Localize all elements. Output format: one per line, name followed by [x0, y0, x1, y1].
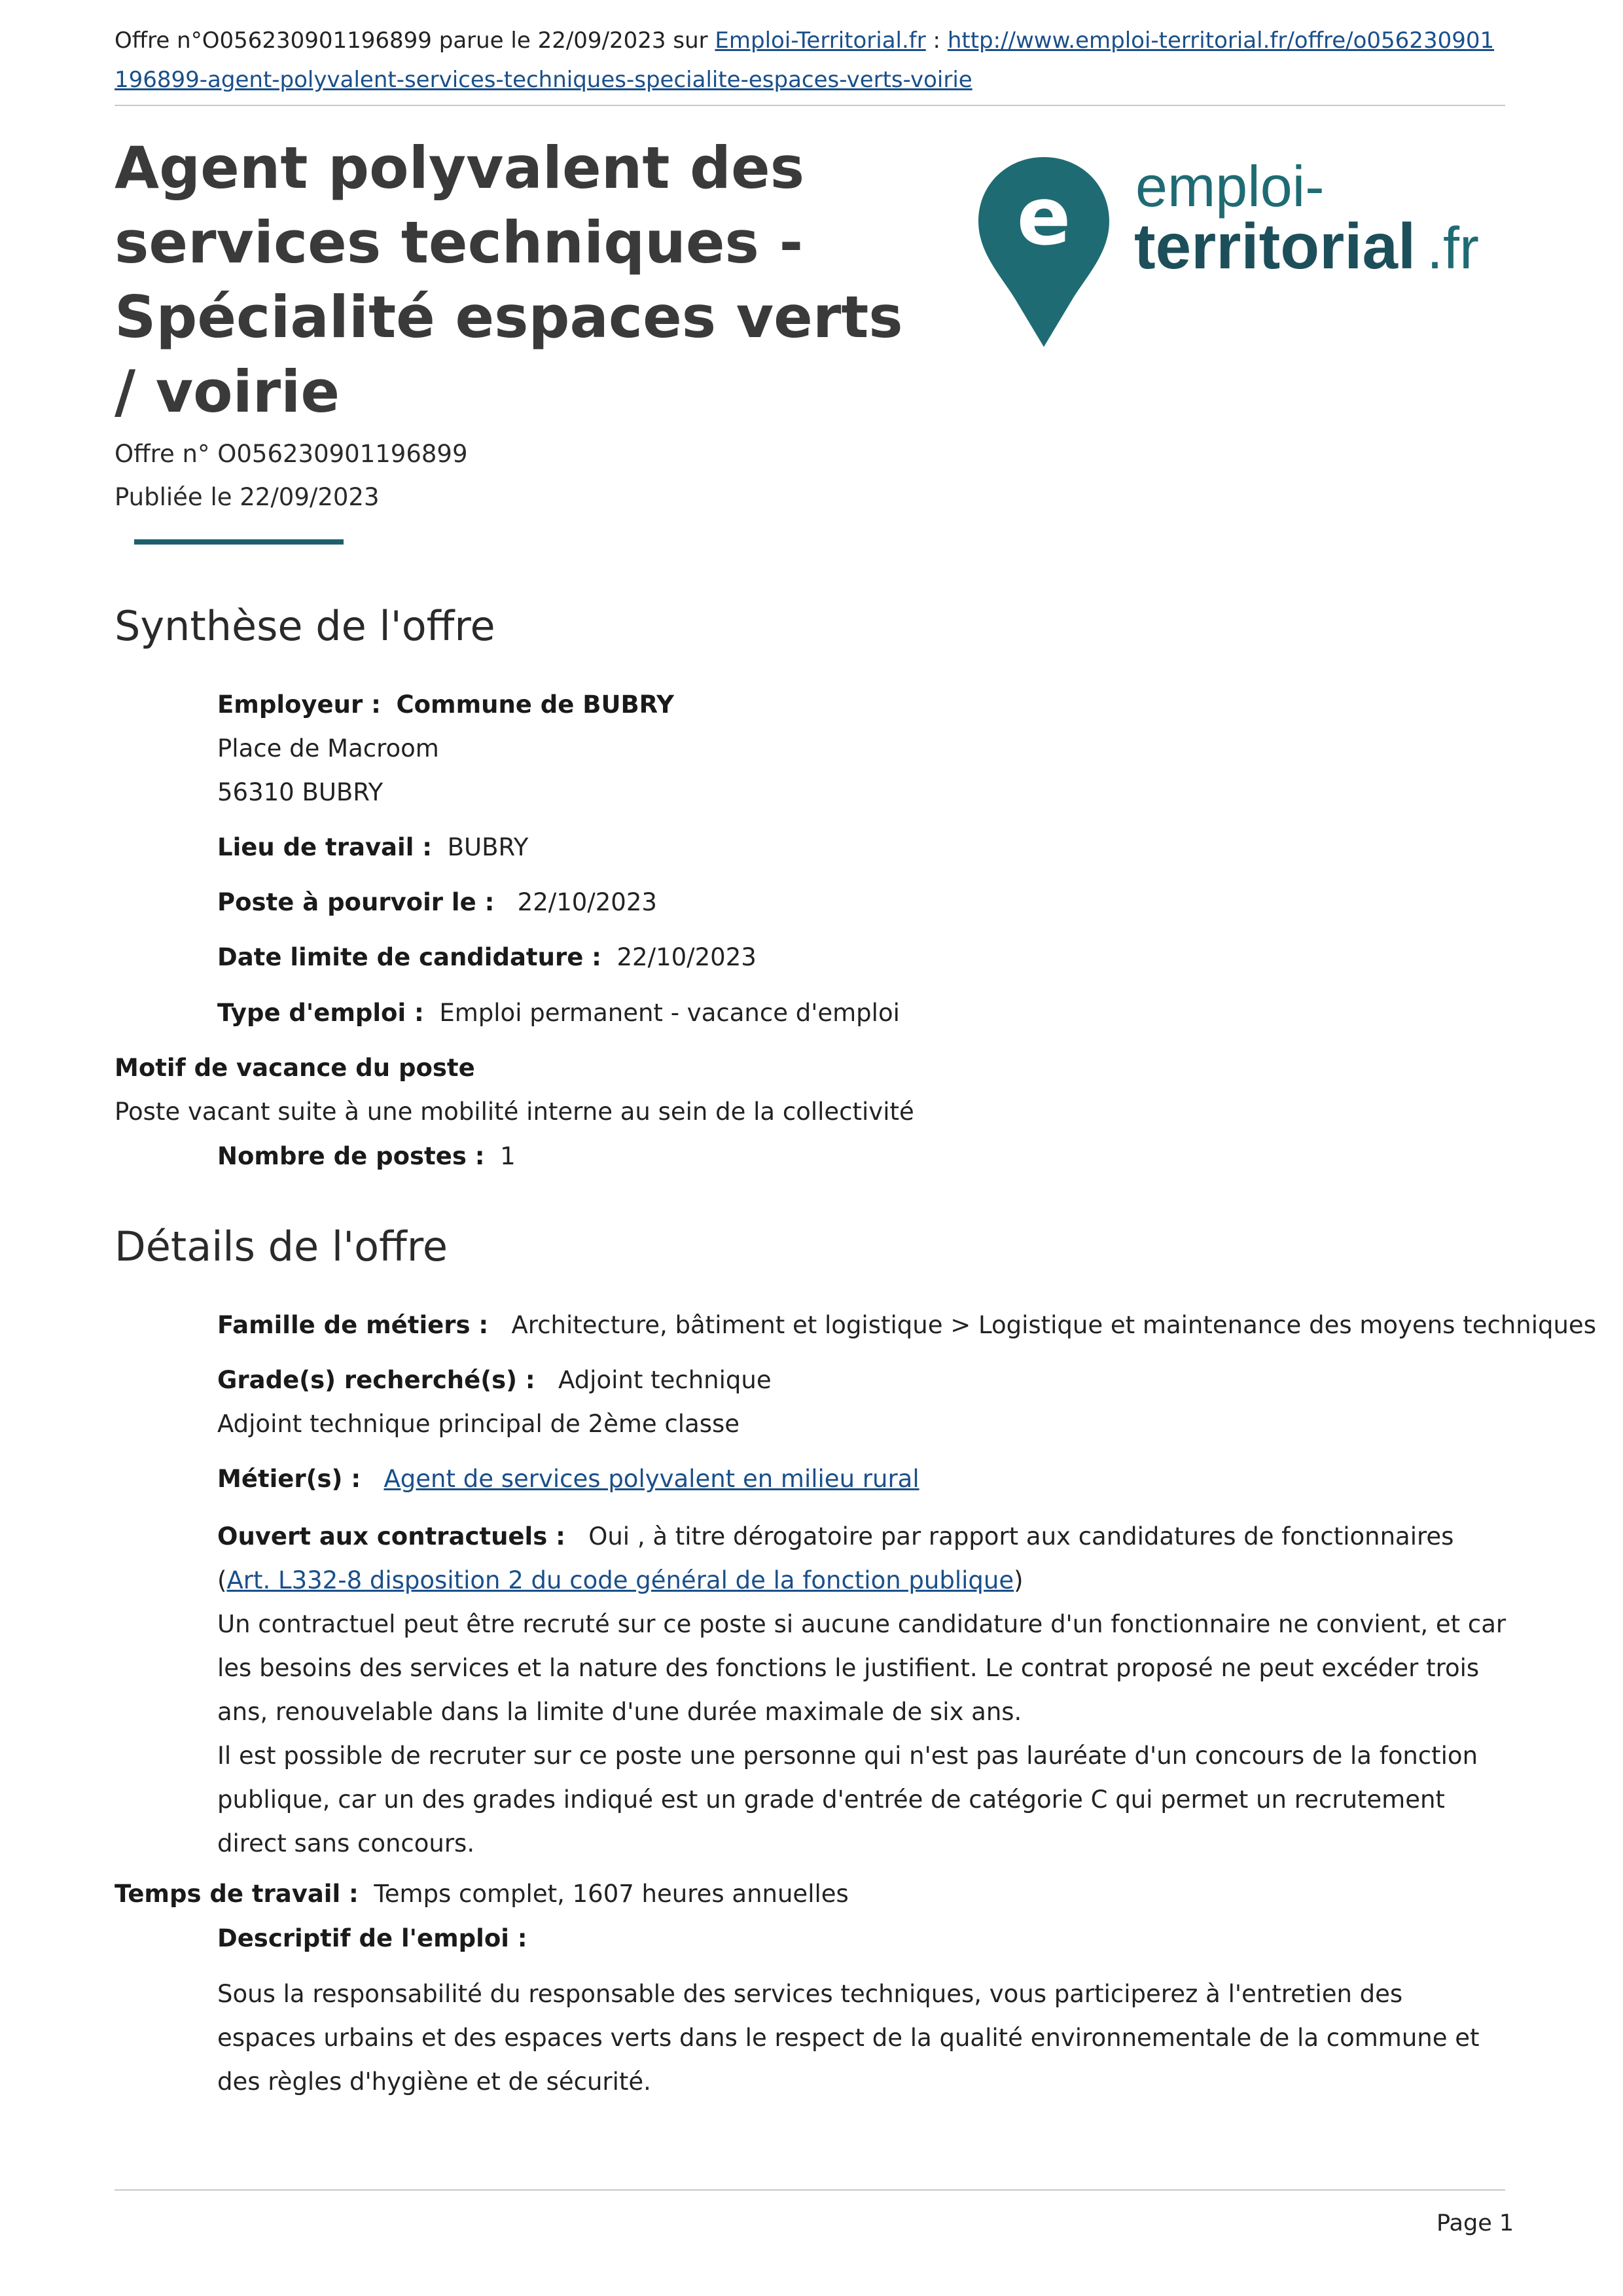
lieu-row — [217, 833, 528, 861]
temps-label: Temps de travail : — [115, 1880, 359, 1908]
type-emploi-label: Type d'emploi : — [217, 999, 424, 1027]
nombre-postes-value: 1 — [500, 1142, 516, 1170]
site-link[interactable]: Emploi-Territorial.fr — [715, 27, 926, 54]
grade-value-2: Adjoint technique principal de 2ème classe — [217, 1410, 740, 1438]
metier-label: Métier(s) : — [217, 1465, 361, 1493]
type-emploi-value: Emploi permanent - vacance d'emploi — [439, 999, 900, 1027]
poste-label: Poste à pourvoir le : — [217, 888, 495, 916]
famille-row — [217, 1311, 1596, 1339]
grade-row — [217, 1366, 772, 1394]
logo-pin-icon — [975, 151, 1486, 353]
date-limite-value: 22/10/2023 — [616, 943, 757, 971]
lieu-value: BUBRY — [447, 833, 529, 861]
type-emploi-row — [217, 999, 900, 1027]
page-title: Agent polyvalent des services techniques - Spécialité espaces verts / voirie — [115, 134, 903, 425]
descriptif-text: Sous la responsabilité du responsable des services techniques, vous participerez à l'entretien des espaces urbains et des espaces verts dans le respect de la qualité environnementale de la commune et des règles d'hygiène et de sécurité. — [217, 1980, 1480, 2096]
metier-link[interactable]: Agent de services polyvalent en milieu rural — [383, 1465, 919, 1493]
contract-close: ) — [1014, 1566, 1024, 1594]
svg-text:.fr: .fr — [1427, 216, 1479, 281]
published-date: Publiée le 22/09/2023 — [115, 483, 380, 511]
contract-paragraph-1: Un contractuel peut être recruté sur ce poste si aucune candidature d'un fonctionnaire ne convient, et car les besoins des services et la nature des fonctions le justifient. Le contrat proposé ne peut excéder trois ans, renouvelable dans la limite d'une durée maximale de six ans. — [217, 1610, 1507, 1726]
date-limite-row — [217, 943, 757, 971]
nombre-postes-label: Nombre de postes : — [217, 1142, 485, 1170]
lieu-label: Lieu de travail : — [217, 833, 433, 861]
accent-bar — [134, 539, 344, 545]
svg-text:territorial: territorial — [1134, 210, 1416, 282]
contract-block — [217, 1515, 1507, 1602]
source-separator: : — [925, 27, 948, 54]
poste-value: 22/10/2023 — [517, 888, 657, 916]
motif-value: Poste vacant suite à une mobilité interne au sein de la collectivité — [115, 1098, 914, 1126]
employer-row — [217, 691, 674, 719]
offer-url-link[interactable]: http://www.emploi-territorial.fr/offre/o056230901196899-agent-polyvalent-services-techniques-specialite-espaces-verts-voirie — [115, 27, 1495, 93]
metier-row — [217, 1465, 919, 1493]
temps-value: Temps complet, 1607 heures annuelles — [374, 1880, 849, 1908]
contract-text: Oui , à titre dérogatoire par rapport aux candidatures de fonctionnaires ( — [217, 1522, 1454, 1594]
employer-label: Employeur : — [217, 691, 381, 719]
famille-value: Architecture, bâtiment et logistique > Logistique et maintenance des moyens techniques — [511, 1311, 1596, 1339]
temps-row — [115, 1880, 849, 1908]
contract-law-link[interactable]: Art. L332-8 disposition 2 du code général de la fonction publique — [226, 1566, 1014, 1594]
employer-address2: 56310 BUBRY — [217, 778, 383, 806]
emploi-territorial-logo — [975, 151, 1486, 353]
nombre-postes-row — [217, 1142, 516, 1170]
svg-text:e: e — [1016, 170, 1071, 263]
descriptif-label: Descriptif de l'emploi : — [217, 1924, 527, 1952]
motif-label: Motif de vacance du poste — [115, 1054, 475, 1082]
svg-text:emploi-: emploi- — [1135, 154, 1325, 219]
source-prefix: Offre n°O056230901196899 parue le 22/09/2023 sur — [115, 27, 715, 54]
top-divider — [115, 105, 1505, 106]
date-limite-label: Date limite de candidature : — [217, 943, 601, 971]
employer-value: Commune de BUBRY — [396, 691, 674, 719]
poste-row — [217, 888, 657, 916]
grade-value-1: Adjoint technique — [558, 1366, 772, 1394]
bottom-divider — [115, 2189, 1505, 2191]
contract-label: Ouvert aux contractuels : — [217, 1522, 565, 1551]
employer-address1: Place de Macroom — [217, 734, 439, 762]
source-line — [115, 21, 1505, 99]
famille-label: Famille de métiers : — [217, 1311, 489, 1339]
details-heading: Détails de l'offre — [115, 1223, 448, 1270]
contract-paragraph-2: Il est possible de recruter sur ce poste une personne qui n'est pas lauréate d'un concours de la fonction publique, car un des grades indiqué est un grade d'entrée de catégorie C qui permet un recrutement direct sans concours. — [217, 1742, 1478, 1857]
offer-number: Offre n° O056230901196899 — [115, 440, 468, 468]
synthese-heading: Synthèse de l'offre — [115, 602, 495, 650]
grade-label: Grade(s) recherché(s) : — [217, 1366, 535, 1394]
page-number: Page 1 — [1436, 2210, 1514, 2236]
